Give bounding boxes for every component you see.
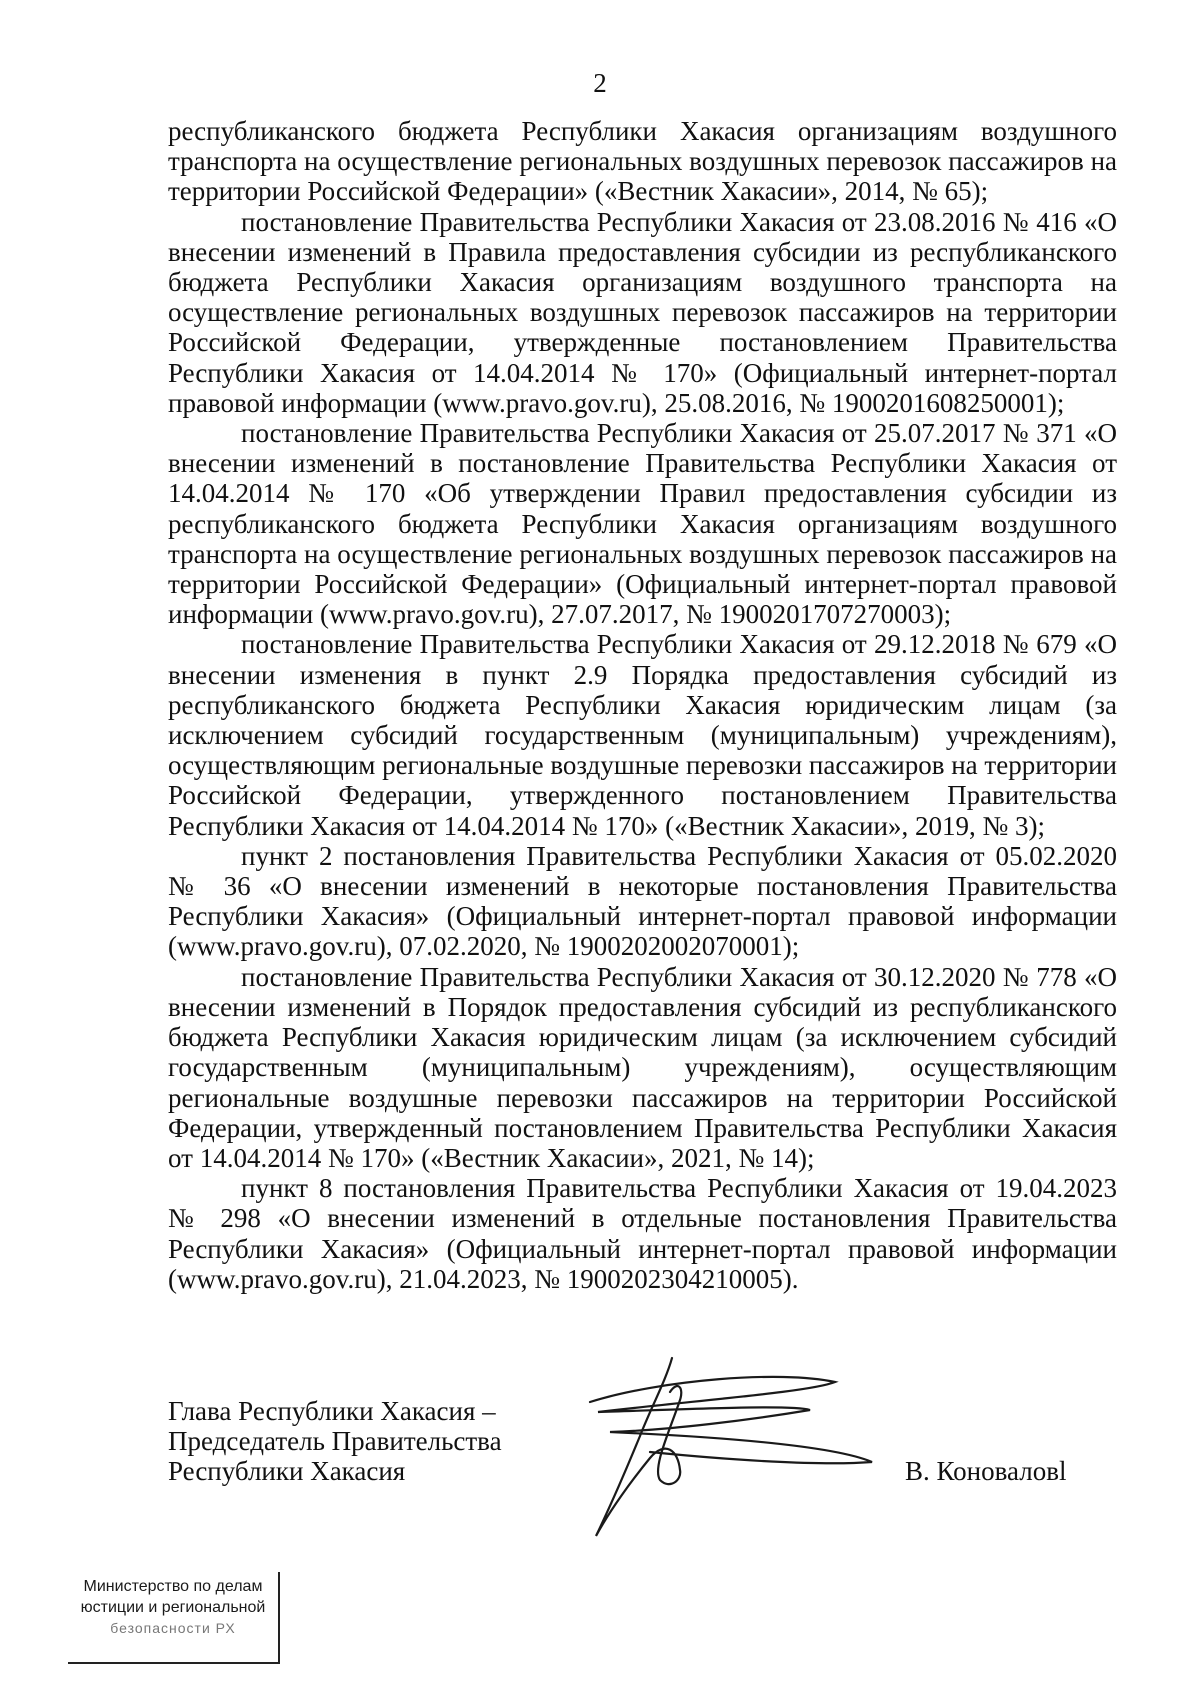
registration-stamp xyxy=(68,1572,280,1664)
paragraph-3: постановление Правительства Республики Хакасия от 25.07.2017 № 371 «О внесении изменений в постановление Правительства Республики Хакасия от 14.04.2014 № 170 «Об утверждении Правил предоставления субсидии из республиканского бюджета Республики Хакасия организациям воздушного транспорта на осуществление региональных воздушных перевозок пассажиров на территории Российской Федерации» (Официальный интернет-портал правовой информации (www.pravo.gov.ru), 27.07.2017, № 1900201707270003); xyxy=(168,418,1117,630)
stamp-line: Министерство по делам xyxy=(83,1578,263,1595)
stamp-line: юстиции и региональной xyxy=(80,1599,266,1616)
signatory-title xyxy=(168,1396,588,1486)
paragraph-1: республиканского бюджета Республики Хакасия организациям воздушного транспорта на осуществление региональных воздушных перевозок пассажиров на территории Российской Федерации» («Вестник Хакасии», 2014, № 65); xyxy=(168,116,1117,207)
paragraph-4: постановление Правительства Республики Хакасия от 29.12.2018 № 679 «О внесении изменения в пункт 2.9 Порядка предоставления субсидий из республиканского бюджета Республики Хакасия юридическим лицам (за исключением субсидий государственным (муниципальным) учреждениям), осуществляющим региональные воздушные перевозки пассажиров на территории Российской Федерации, утвержденного постановлением Правительства Республики Хакасия от 14.04.2014 № 170» («Вестник Хакасии», 2019, № 3); xyxy=(168,629,1117,841)
paragraph-7: пункт 8 постановления Правительства Республики Хакасия от 19.04.2023 № 298 «О внесении изменений в отдельные постановления Правительства Республики Хакасия» (Официальный интернет-портал правовой информации (www.pravo.gov.ru), 21.04.2023, № 1900202304210005). xyxy=(168,1173,1117,1294)
signatory-title-line: Глава Республики Хакасия – xyxy=(168,1396,496,1426)
signatory-title-line: Республики Хакасия xyxy=(168,1456,406,1486)
page-number: 2 xyxy=(593,68,607,98)
handwritten-signature xyxy=(580,1340,900,1550)
paragraph-5: пункт 2 постановления Правительства Республики Хакасия от 05.02.2020 № 36 «О внесении изменений в некоторые постановления Правительства Республики Хакасия» (Официальный интернет-портал правовой информации (www.pravo.gov.ru), 07.02.2020, № 1900202002070001); xyxy=(168,840,1117,962)
document-body xyxy=(168,116,1117,1294)
stamp-line: безопасности РХ xyxy=(110,1620,236,1636)
signatory-name: В. Коноваловl xyxy=(905,1456,1067,1486)
signatory-title-line: Председатель Правительства xyxy=(168,1426,502,1456)
paragraph-6: постановление Правительства Республики Хакасия от 30.12.2020 № 778 «О внесении изменений в Порядок предоставления субсидий из республиканского бюджета Республики Хакасия юридическим лицам (за исключением субсидий государственным (муниципальным) учреждениям), осуществляющим региональные воздушные перевозки пассажиров на территории Российской Федерации, утвержденный постановлением Правительства Республики Хакасия от 14.04.2014 № 170» («Вестник Хакасии», 2021, № 14); xyxy=(168,961,1117,1173)
paragraph-2: постановление Правительства Республики Хакасия от 23.08.2016 № 416 «О внесении изменений в Правила предоставления субсидии из республиканского бюджета Республики Хакасия организациям воздушного транспорта на осуществление региональных воздушных перевозок пассажиров на территории Российской Федерации, утвержденные постановлением Правительства Республики Хакасия от 14.04.2014 № 170» (Официальный интернет-портал правовой информации (www.pravo.gov.ru), 25.08.2016, № 1900201608250001); xyxy=(168,206,1117,418)
